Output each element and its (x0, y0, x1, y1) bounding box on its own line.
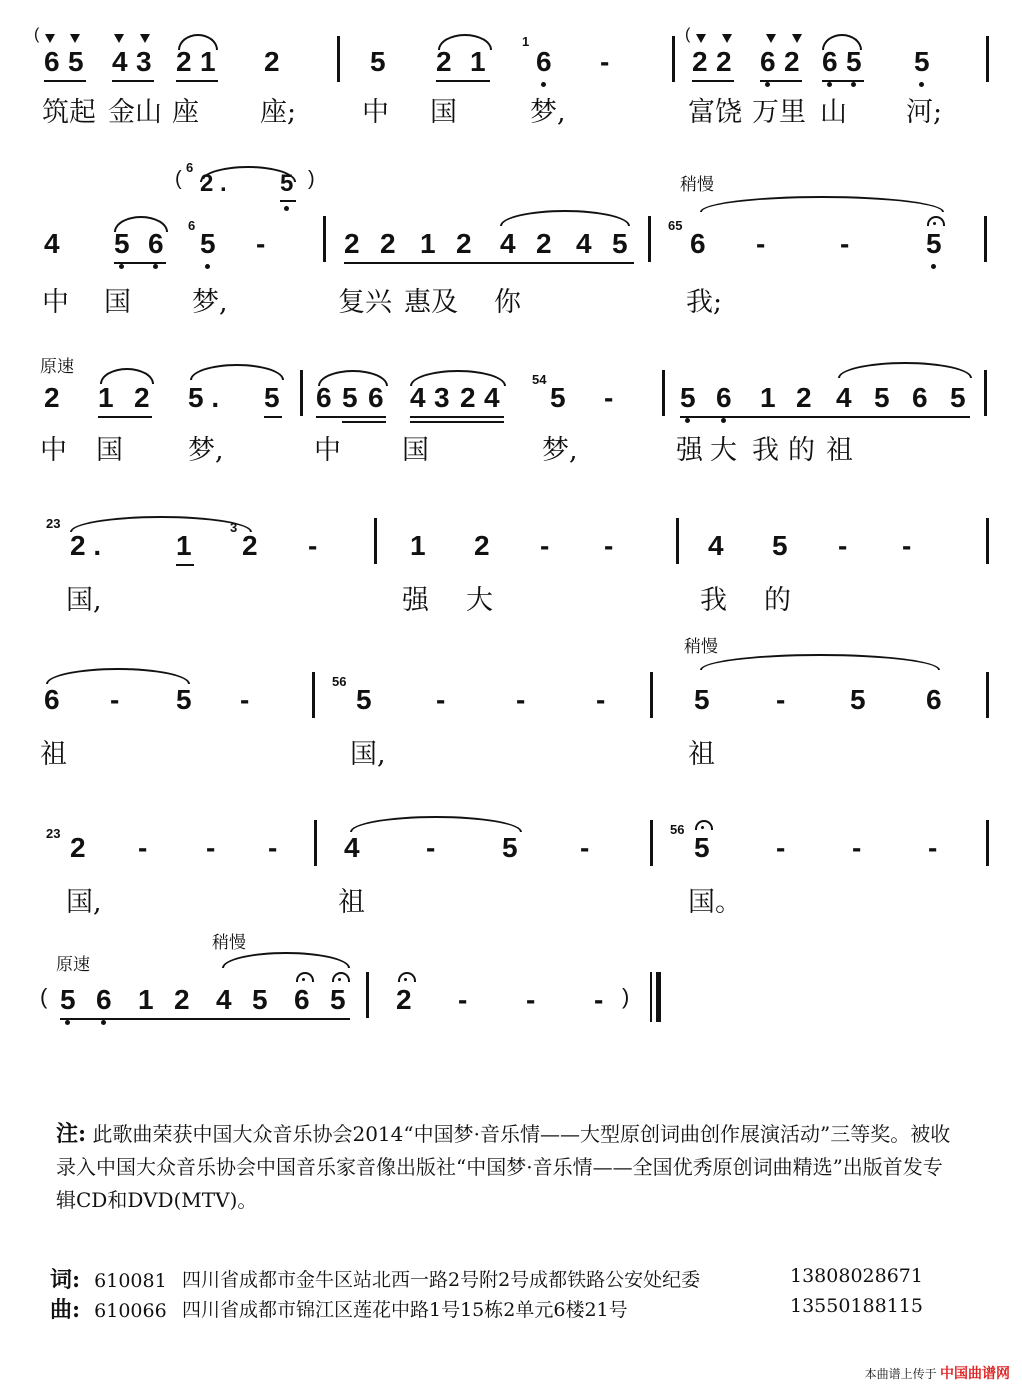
accent-mark (114, 34, 124, 43)
note: 2 (784, 46, 800, 77)
note: - (206, 832, 216, 863)
slur (46, 668, 190, 684)
note: 6 (294, 984, 310, 1015)
footnote-label: 注: (56, 1121, 87, 1147)
note: - (776, 832, 786, 863)
note: - (516, 684, 526, 715)
lyric: 梦, (192, 287, 228, 318)
lyric: 我 (752, 435, 779, 466)
note: 5 (850, 684, 866, 715)
note: 2 (396, 984, 412, 1015)
note: 5 (914, 46, 930, 77)
lyric: 我 (700, 585, 727, 616)
barline (986, 36, 989, 82)
open-paren: ( (40, 984, 48, 1009)
credit-lyricist-phone: 13808028671 (790, 1265, 923, 1287)
note: 2 (796, 382, 812, 413)
note: 4 (484, 382, 500, 413)
note: - (902, 530, 912, 561)
barline (323, 216, 326, 262)
note: 5 (342, 382, 358, 413)
underline (342, 421, 386, 423)
grace-note: 23 (46, 516, 61, 531)
note: 2 (344, 228, 360, 259)
lyric: 大 (466, 585, 493, 616)
underline (692, 80, 734, 82)
note: - (138, 832, 148, 863)
tempo-marking: 原速 (40, 357, 74, 377)
barline (366, 972, 369, 1018)
close-paren: ) (308, 168, 315, 190)
footnote-body: 此歌曲荣获中国大众音乐协会2014“中国梦·音乐情——大型原创词曲创作展演活动”三等奖。被收录入中国大众音乐协会中国音乐家音像出版社“中国梦·音乐情——全国优秀原创词曲精选”出版首发专辑CD和DVD(MTV)。 (56, 1122, 951, 1212)
note: 5 (264, 382, 280, 413)
note: 2 (44, 382, 60, 413)
note: - (600, 46, 610, 77)
note: 5 (694, 832, 710, 863)
lyric: 国 (96, 435, 123, 466)
note: - (776, 684, 786, 715)
lyric: 惠及 (404, 287, 458, 318)
lyric: 筑起 (42, 97, 96, 128)
note: 5 . (188, 382, 220, 413)
accent-mark (766, 34, 776, 43)
note: 6 (536, 46, 552, 77)
slur (500, 210, 630, 226)
note: 5 (950, 382, 966, 413)
open-paren: ( (685, 26, 691, 43)
note: 1 (200, 46, 216, 77)
lyric: 国, (66, 887, 102, 918)
note: 3 (434, 382, 450, 413)
barline (312, 672, 315, 718)
note: 2 (716, 46, 732, 77)
note: 2 (174, 984, 190, 1015)
underline (280, 200, 296, 202)
credit-lyricist (50, 1263, 167, 1294)
accent-mark (140, 34, 150, 43)
fermata (296, 972, 314, 982)
lyric: 座; (260, 97, 297, 128)
note: 4 (44, 228, 60, 259)
lyric: 万里 (752, 97, 806, 128)
note: 4 (216, 984, 232, 1015)
final-barline-thick (656, 972, 661, 1022)
note: - (268, 832, 278, 863)
lyric: 祖 (338, 887, 365, 918)
note: 2 (692, 46, 708, 77)
watermark-text: 本曲谱上传于 (864, 1367, 937, 1381)
fermata (332, 972, 350, 982)
note: 5 (330, 984, 346, 1015)
barline (986, 518, 989, 564)
note: - (928, 832, 938, 863)
note: 5 (68, 46, 84, 77)
note: 6 (716, 382, 732, 413)
accent-mark (792, 34, 802, 43)
grace-note: 6 (188, 218, 196, 233)
note: - (526, 984, 536, 1015)
slur (222, 952, 350, 968)
note: 2 (456, 228, 472, 259)
note: 5 (252, 984, 268, 1015)
note: - (596, 684, 606, 715)
underline (822, 80, 864, 82)
lyric: 梦, (530, 97, 566, 128)
note: 2 (474, 530, 490, 561)
grace-note: 23 (46, 826, 61, 841)
note: 2 (264, 46, 280, 77)
note: 4 (500, 228, 516, 259)
credit-lyricist-address: 四川省成都市金牛区站北西一路2号附2号成都铁路公安处纪委 (182, 1269, 701, 1291)
note: 1 (176, 530, 192, 561)
note: 2 . (200, 170, 227, 197)
note: 2 (380, 228, 396, 259)
note: 6 (760, 46, 776, 77)
lyric: 国 (104, 287, 131, 318)
slur (190, 364, 284, 380)
underline (114, 262, 166, 264)
lyric: 中 (362, 97, 389, 128)
note: 6 (926, 684, 942, 715)
fermata (927, 216, 945, 226)
credit-role: 曲: (50, 1297, 81, 1323)
tempo-marking: 稍慢 (684, 637, 718, 657)
underline (344, 262, 634, 264)
open-paren: ( (34, 26, 40, 43)
underline (112, 80, 154, 82)
lyric: 金山 (108, 97, 162, 128)
note: 4 (836, 382, 852, 413)
grace-note: 56 (332, 674, 347, 689)
barline (986, 820, 989, 866)
note: 2 (436, 46, 452, 77)
credit-composer-phone: 13550188115 (790, 1295, 923, 1317)
note: - (458, 984, 468, 1015)
lyric: 的 (764, 585, 791, 616)
lyric: 强 (676, 435, 703, 466)
grace-note: 65 (668, 218, 683, 233)
note: - (110, 684, 120, 715)
note: - (604, 382, 614, 413)
note: 5 (502, 832, 518, 863)
lyric: 的 (788, 435, 815, 466)
note: 5 (176, 684, 192, 715)
note: 1 (410, 530, 426, 561)
note: 1 (760, 382, 776, 413)
fermata (398, 972, 416, 982)
note: 2 (242, 530, 258, 561)
underline (436, 80, 490, 82)
tempo-marking: 稍慢 (212, 933, 246, 953)
slur (350, 816, 522, 832)
note: 1 (470, 46, 486, 77)
watermark-brand: 中国曲谱网 (940, 1365, 1010, 1381)
note: - (756, 228, 766, 259)
note: 6 (148, 228, 164, 259)
note: 5 (680, 382, 696, 413)
underline (44, 80, 86, 82)
underline (680, 416, 970, 418)
barline (984, 216, 987, 262)
note: - (540, 530, 550, 561)
credit-composer (50, 1293, 167, 1324)
note: 6 (912, 382, 928, 413)
lyric: 富饶 (688, 97, 742, 128)
underline (98, 416, 152, 418)
underline (176, 80, 218, 82)
underline (60, 1018, 350, 1020)
lyric: 大 (710, 435, 737, 466)
lyric: 梦, (542, 435, 578, 466)
fermata (695, 820, 713, 830)
grace-note: 1 (522, 34, 530, 49)
note: 5 (200, 228, 216, 259)
note: 2 (134, 382, 150, 413)
underline (316, 416, 386, 418)
lyric: 中 (314, 435, 341, 466)
note: 1 (138, 984, 154, 1015)
lyric: 祖 (688, 739, 715, 770)
lyric: 祖 (40, 739, 67, 770)
lyric: 梦, (188, 435, 224, 466)
underline (410, 421, 504, 423)
note: 6 (690, 228, 706, 259)
note: 2 (536, 228, 552, 259)
watermark (865, 1363, 1010, 1383)
lyric: 你 (494, 287, 521, 318)
note: - (436, 684, 446, 715)
note: 5 (60, 984, 76, 1015)
lyric: 中 (42, 287, 69, 318)
footnote (56, 1118, 956, 1217)
accent-mark (722, 34, 732, 43)
note: 2 (70, 832, 86, 863)
credit-postcode: 610081 (94, 1270, 167, 1292)
note: 4 (410, 382, 426, 413)
note: - (838, 530, 848, 561)
note: 5 (356, 684, 372, 715)
tempo-marking: 稍慢 (680, 175, 714, 195)
note: 1 (98, 382, 114, 413)
note: 2 . (70, 530, 102, 561)
note: - (580, 832, 590, 863)
note: 4 (344, 832, 360, 863)
note: - (240, 684, 250, 715)
note: - (594, 984, 604, 1015)
lyric: 强 (402, 585, 429, 616)
accent-mark (696, 34, 706, 43)
underline (760, 80, 802, 82)
note: - (308, 530, 318, 561)
lyric: 复兴 (338, 287, 392, 318)
note: 4 (576, 228, 592, 259)
note: 5 (370, 46, 386, 77)
note: - (840, 228, 850, 259)
barline (986, 672, 989, 718)
accent-mark (70, 34, 80, 43)
note: 6 (822, 46, 838, 77)
slur (838, 362, 972, 378)
credit-composer-address: 四川省成都市锦江区莲花中路1号15栋2单元6楼21号 (182, 1299, 628, 1321)
lyric: 中 (40, 435, 67, 466)
barline (672, 36, 675, 82)
underline (264, 416, 282, 418)
lyric: 国, (66, 585, 102, 616)
note: 5 (846, 46, 862, 77)
barline (648, 216, 651, 262)
slur (700, 654, 940, 670)
note: 1 (420, 228, 436, 259)
underline (410, 416, 504, 418)
underline (176, 564, 194, 566)
note: 6 (368, 382, 384, 413)
barline (650, 820, 653, 866)
lyric: 山 (820, 97, 847, 128)
note: - (426, 832, 436, 863)
note: 5 (612, 228, 628, 259)
barline (374, 518, 377, 564)
note: 6 (44, 46, 60, 77)
lyric: 国。 (688, 887, 742, 918)
open-paren: ( (175, 168, 182, 190)
note: 5 (772, 530, 788, 561)
lyric: 祖 (826, 435, 853, 466)
barline (984, 370, 987, 416)
credit-postcode: 610066 (94, 1300, 167, 1322)
lyric: 国 (430, 97, 457, 128)
note: 5 (926, 228, 942, 259)
lyric: 河; (906, 97, 943, 128)
lyric: 我; (686, 287, 723, 318)
barline (676, 518, 679, 564)
final-barline-thin (650, 972, 652, 1022)
accent-mark (45, 34, 55, 43)
credit-role: 词: (50, 1267, 81, 1293)
grace-note: 54 (532, 372, 547, 387)
lyric: 座 (172, 97, 199, 128)
note: 5 (874, 382, 890, 413)
barline (662, 370, 665, 416)
note: 2 (460, 382, 476, 413)
lyric: 国 (402, 435, 429, 466)
note: 6 (44, 684, 60, 715)
note: 6 (96, 984, 112, 1015)
note: 6 (316, 382, 332, 413)
slur (700, 196, 944, 212)
note: 5 (114, 228, 130, 259)
note: 5 (280, 170, 294, 197)
grace-note: 56 (670, 822, 685, 837)
close-paren: ) (622, 984, 630, 1009)
grace-note: 3 (230, 520, 238, 535)
note: - (256, 228, 266, 259)
note: 4 (112, 46, 128, 77)
note: 2 (176, 46, 192, 77)
note: - (852, 832, 862, 863)
barline (650, 672, 653, 718)
lyric: 国, (350, 739, 386, 770)
barline (314, 820, 317, 866)
tempo-marking: 原速 (56, 955, 90, 975)
barline (300, 370, 303, 416)
note: 5 (550, 382, 566, 413)
note: 3 (136, 46, 152, 77)
note: 5 (694, 684, 710, 715)
note: - (604, 530, 614, 561)
note: 4 (708, 530, 724, 561)
grace-note: 6 (186, 160, 194, 175)
barline (337, 36, 340, 82)
